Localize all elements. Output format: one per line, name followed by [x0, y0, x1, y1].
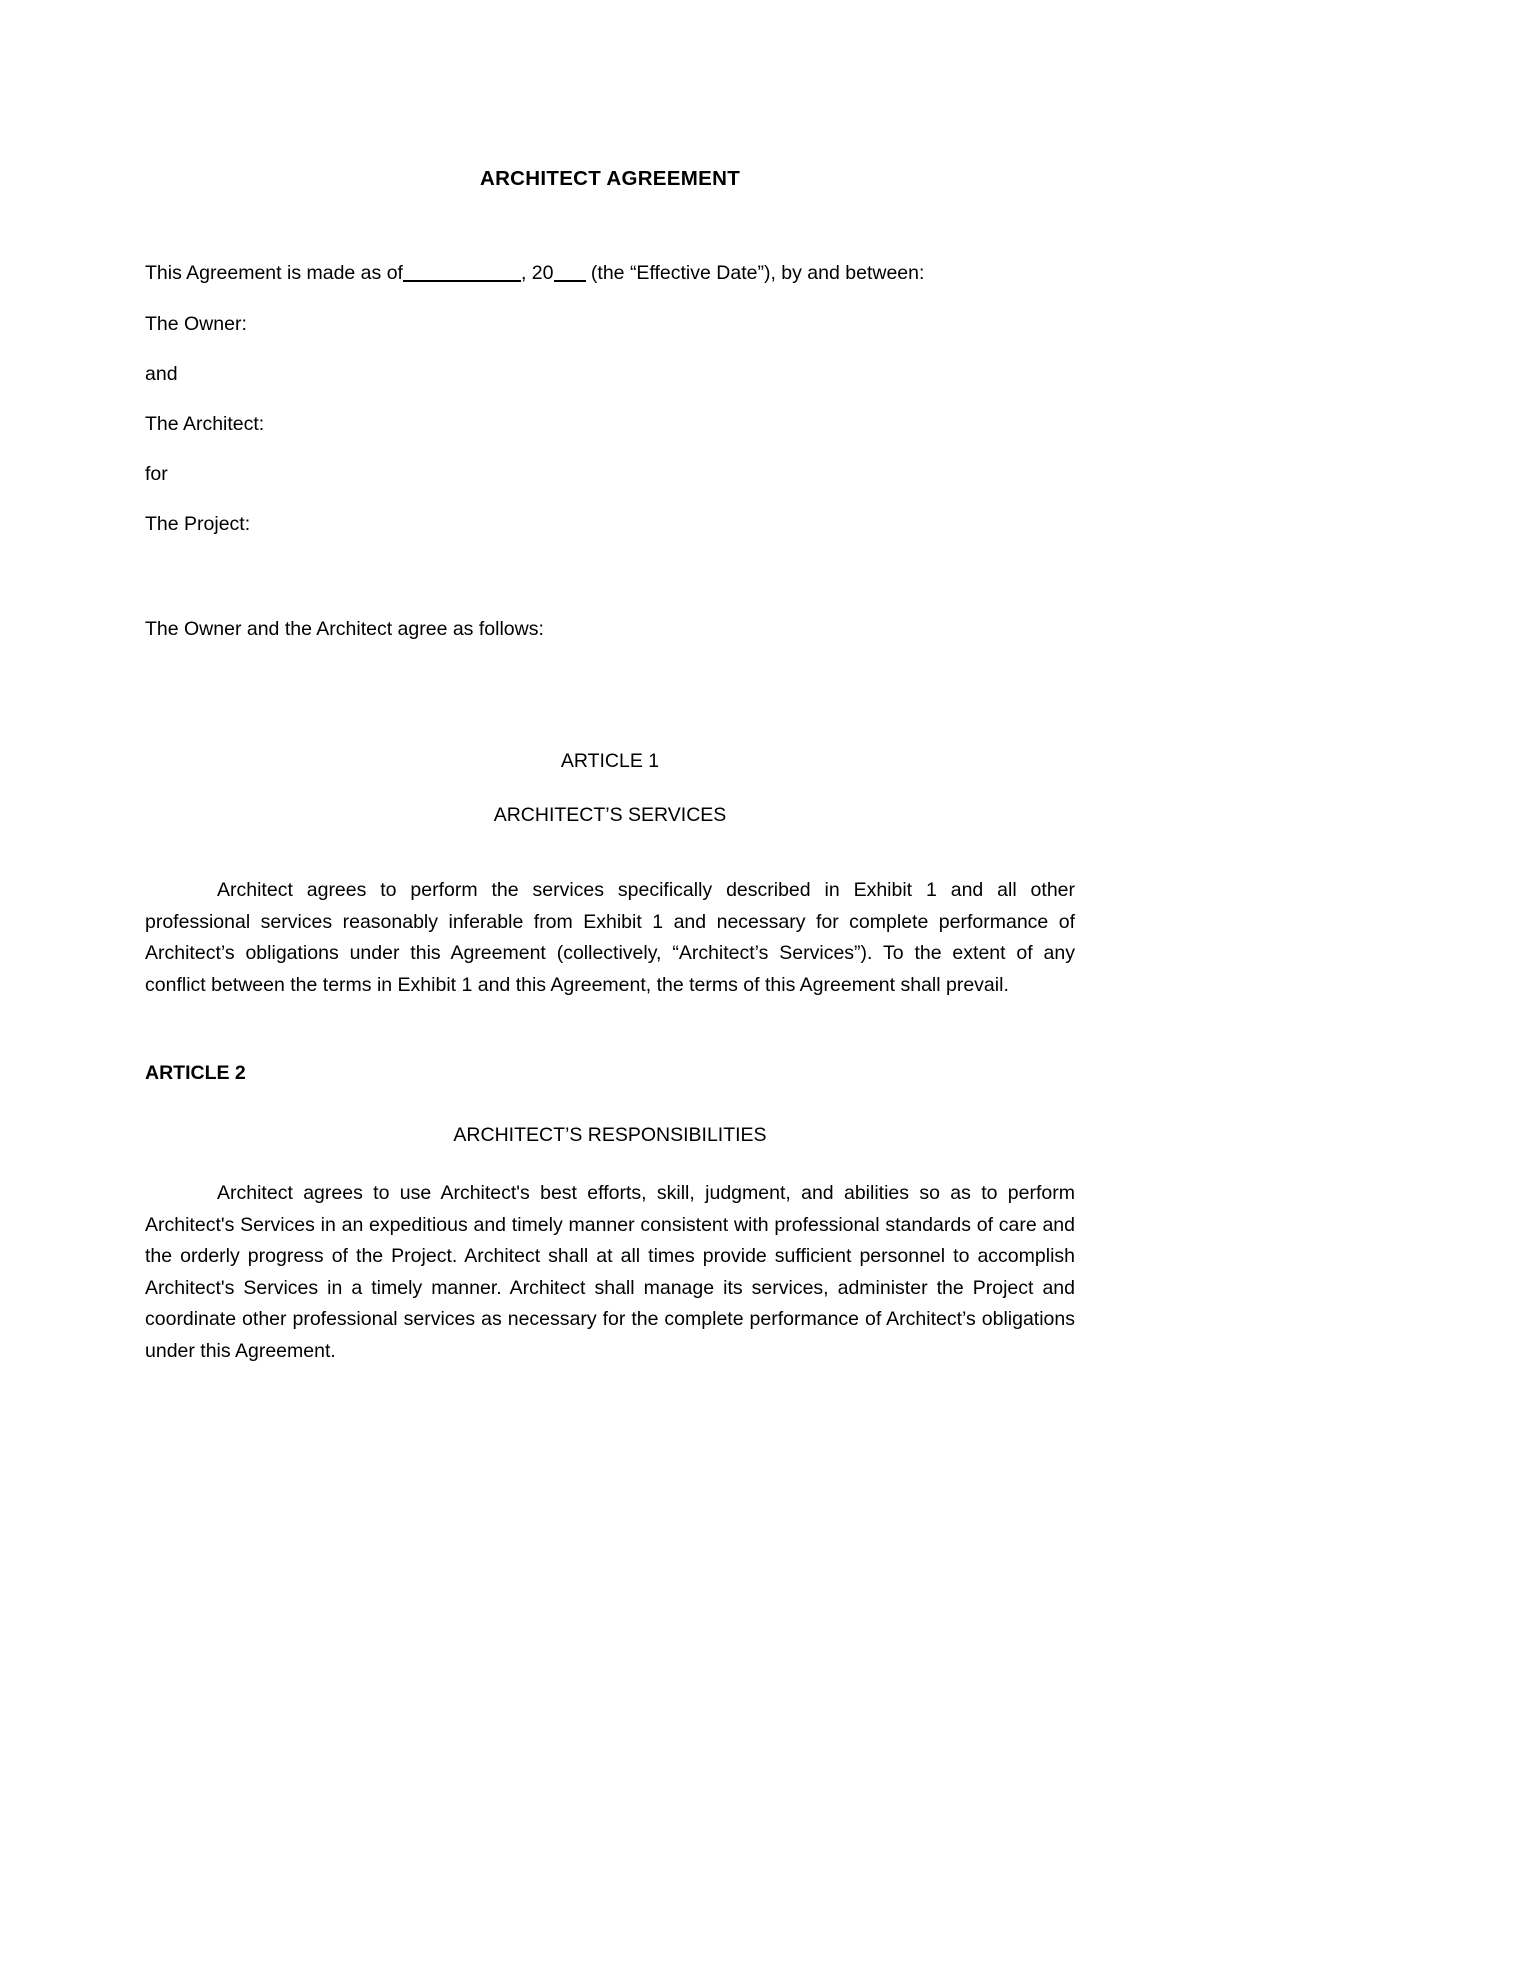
- party-line-project: The Project:: [145, 513, 251, 535]
- effective-date-blank[interactable]: [403, 280, 521, 282]
- article-2-heading: ARCHITECT’S RESPONSIBILITIES: [453, 1124, 767, 1146]
- effective-date-line: [145, 261, 1075, 285]
- effective-date-year-prefix: , 20: [520, 262, 554, 284]
- article-1-body: Architect agrees to perform the services specifically described in Exhibit 1 and all other professional services reasonably inferable from Exhibit 1 and necessary for complete performance of Architect’s obligations under this Agreement (collectively, “Architect’s Services”). To the extent of any conflict between the terms in Exhibit 1 and this Agreement, the terms of this Agreement shall prevail.: [145, 879, 1075, 996]
- party-line-owner: The Owner:: [145, 313, 247, 335]
- article-2-body: Architect agrees to use Architect's best efforts, skill, judgment, and abilities so as to perform Architect's Services in an expeditious and timely manner consistent with professional standards of care and the orderly progress of the Project. Architect shall at all times provide sufficient personnel to accomplish Architect's Services in a timely manner. Architect shall manage its services, administer the Project and coordinate other professional services as necessary for the complete performance of Architect’s obligations under this Agreement.: [145, 1182, 1075, 1362]
- document-content: [145, 0, 1075, 1367]
- article-1-heading: ARCHITECT’S SERVICES: [493, 804, 727, 826]
- effective-date-prefix: This Agreement is made as of: [145, 262, 403, 284]
- party-line-architect: The Architect:: [145, 413, 265, 435]
- effective-date-year-blank[interactable]: [554, 280, 586, 282]
- article-2-section: [145, 1061, 1075, 1367]
- article-2-number: ARTICLE 2: [145, 1062, 246, 1084]
- agreement-preamble-line: The Owner and the Architect agree as follows:: [145, 618, 544, 640]
- page-title: ARCHITECT AGREEMENT: [479, 167, 741, 190]
- article-1-section: [145, 749, 1075, 1001]
- agreement-intro-block: [145, 261, 1075, 641]
- party-line-for: for: [145, 463, 168, 485]
- party-line-and: and: [145, 363, 178, 385]
- effective-date-suffix: (the “Effective Date”), by and between:: [590, 262, 925, 284]
- article-1-number: ARTICLE 1: [560, 750, 660, 772]
